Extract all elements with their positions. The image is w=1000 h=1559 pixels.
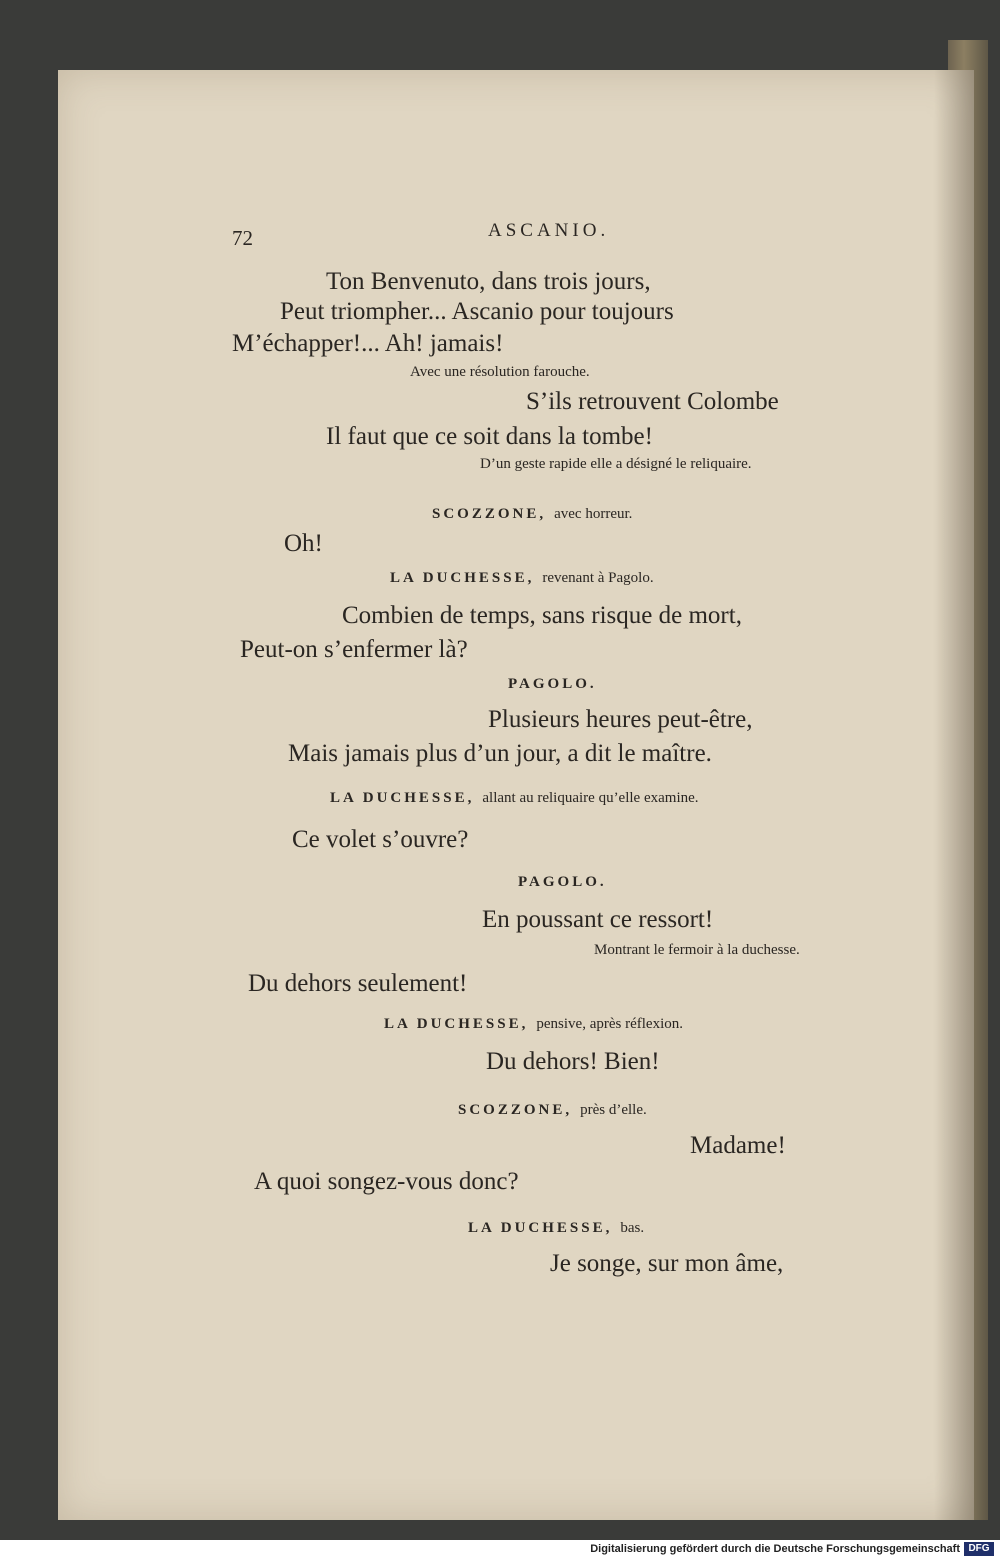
speaker-heading — [390, 570, 654, 587]
speaker-heading — [384, 1016, 683, 1033]
verse-line: Peut-on s’enfermer là? — [240, 636, 468, 663]
speaker-direction: pensive, après réflexion. — [536, 1016, 683, 1032]
verse-line: Du dehors! Bien! — [486, 1048, 660, 1075]
verse-line: Oh! — [284, 530, 323, 557]
verse-line: Madame! — [690, 1132, 786, 1159]
speaker-direction: bas. — [620, 1220, 645, 1236]
verse-line: M’échapper!... Ah! jamais! — [232, 330, 504, 357]
verse-line: Il faut que ce soit dans la tombe! — [326, 423, 653, 450]
speaker-heading — [432, 506, 632, 523]
speaker-name: SCOZZONE, — [458, 1102, 573, 1118]
speaker-heading — [458, 1102, 647, 1119]
running-title: ASCANIO. — [488, 220, 610, 241]
speaker-name: SCOZZONE, — [432, 506, 547, 522]
speaker-direction: près d’elle. — [580, 1102, 647, 1118]
verse-line: Peut triompher... Ascanio pour toujours — [280, 298, 674, 325]
stage-direction: D’un geste rapide elle a désigné le reliquaire. — [480, 456, 752, 472]
page-number: 72 — [232, 226, 253, 250]
speaker-name: PAGOLO. — [508, 676, 597, 692]
speaker-name: PAGOLO. — [518, 874, 607, 890]
speaker-heading — [330, 790, 699, 807]
stage-direction: Avec une résolution farouche. — [410, 364, 590, 380]
speaker-name: LA DUCHESSE, — [468, 1220, 613, 1236]
footer-bar — [0, 1540, 1000, 1559]
verse-line: S’ils retrouvent Colombe — [526, 388, 779, 415]
speaker-heading — [518, 874, 607, 891]
speaker-direction: avec horreur. — [554, 506, 633, 522]
book-page — [58, 70, 974, 1520]
verse-line: Ce volet s’ouvre? — [292, 826, 469, 853]
funding-credit: Digitalisierung gefördert durch die Deutsche Forschungsgemeinschaft — [590, 1543, 960, 1555]
verse-line: Combien de temps, sans risque de mort, — [342, 602, 742, 629]
speaker-direction: allant au reliquaire qu’elle examine. — [482, 790, 699, 806]
verse-line: Ton Benvenuto, dans trois jours, — [326, 268, 651, 295]
verse-line: Du dehors seulement! — [248, 970, 468, 997]
speaker-name: LA DUCHESSE, — [330, 790, 475, 806]
speaker-name: LA DUCHESSE, — [384, 1016, 529, 1032]
speaker-heading — [508, 676, 597, 693]
verse-line: Plusieurs heures peut-être, — [488, 706, 753, 733]
verse-line: A quoi songez-vous donc? — [254, 1168, 519, 1195]
dfg-logo-icon: DFG — [964, 1542, 994, 1556]
speaker-direction: revenant à Pagolo. — [542, 570, 654, 586]
verse-line: En poussant ce ressort! — [482, 906, 714, 933]
speaker-name: LA DUCHESSE, — [390, 570, 535, 586]
speaker-heading — [468, 1220, 644, 1237]
verse-line: Je songe, sur mon âme, — [550, 1250, 784, 1277]
stage-direction: Montrant le fermoir à la duchesse. — [594, 942, 800, 958]
verse-line: Mais jamais plus d’un jour, a dit le maître. — [288, 740, 712, 767]
